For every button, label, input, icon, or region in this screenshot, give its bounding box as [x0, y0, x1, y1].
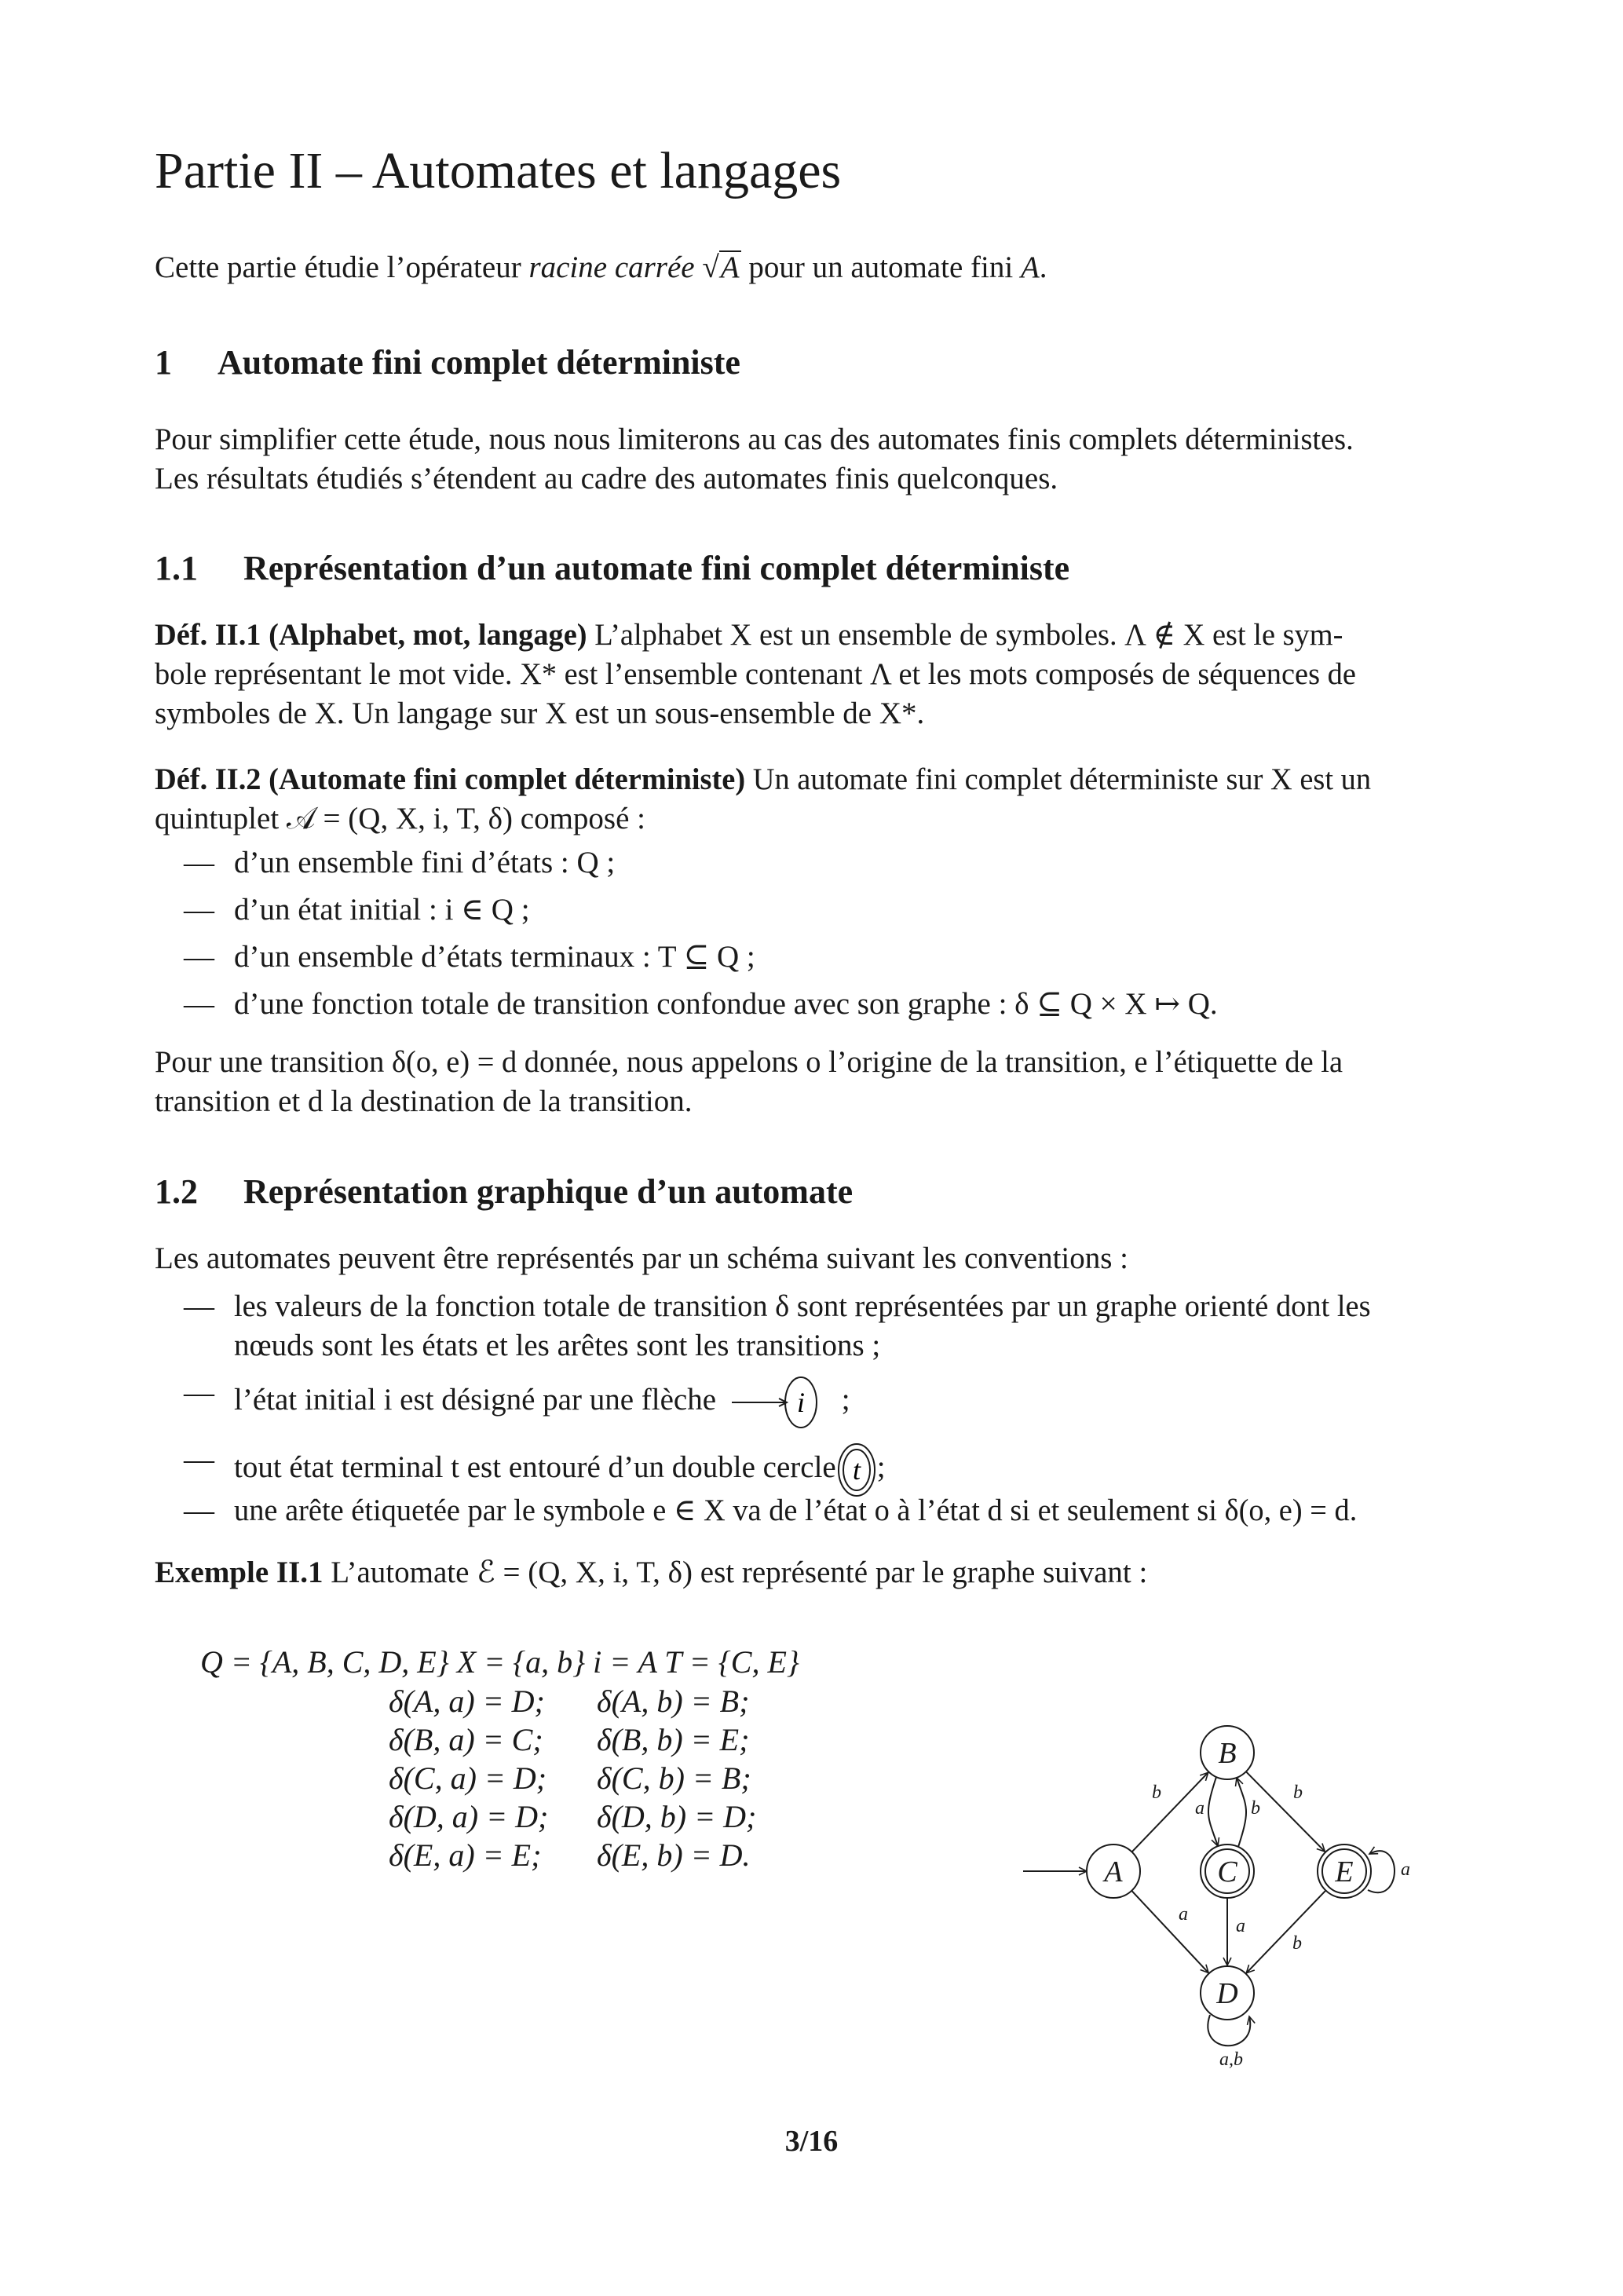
- edge-label: a,b: [1219, 2049, 1243, 2070]
- section-title: Automate fini complet déterministe: [217, 343, 740, 382]
- def-2-bullet-2: d’un état initial : i ∈ Q ;: [234, 893, 530, 927]
- def-1-text: L’alphabet X est un ensemble de symboles. Λ ∉ X est le sym-: [587, 618, 1343, 652]
- transition-row: δ(B, b) = E;: [597, 1722, 750, 1757]
- semicolon: ;: [841, 1382, 850, 1417]
- bullet-dash: —: [184, 940, 214, 974]
- transition-row: δ(A, a) = D;: [389, 1684, 545, 1719]
- initial-state-symbol: [724, 1375, 842, 1430]
- transition-edge: [1237, 1778, 1246, 1847]
- convention-bullet-3: [234, 1442, 886, 1498]
- transition-edge: [1246, 1891, 1325, 1973]
- convention-bullet-1-cont: nœuds sont les états et les arêtes sont les transitions ;: [234, 1329, 881, 1362]
- transition-row: δ(D, b) = D;: [597, 1799, 757, 1834]
- automaton-definition: Q = {A, B, C, D, E} X = {a, b} i = A T = {C, E}: [200, 1644, 799, 1680]
- state-label: B: [1218, 1737, 1237, 1770]
- convention-text: l’état initial i est désigné par une flèche: [234, 1382, 717, 1417]
- def-1-line-2: bole représentant le mot vide. X* est l’ensemble contenant Λ et les mots composés de séquences de: [155, 657, 1356, 691]
- transition-para-line-1: Pour une transition δ(o, e) = d donnée, nous appelons o l’origine de la transition, e l’étiquette de la: [155, 1045, 1343, 1079]
- edge-label: b: [1152, 1782, 1161, 1803]
- state-label: C: [1217, 1855, 1237, 1888]
- terminal-state-label: t: [852, 1454, 861, 1486]
- bullet-dash: —: [184, 987, 214, 1021]
- edge-label: a: [1236, 1916, 1245, 1936]
- transition-row: δ(E, a) = E;: [389, 1837, 542, 1873]
- convention-text: tout état terminal t est entouré d’un double cercle: [234, 1450, 836, 1484]
- transition-row: δ(C, b) = B;: [597, 1760, 751, 1796]
- convention-bullet-4: une arête étiquetée par le symbole e ∈ X va de l’état o à l’état d si et seulement si δ(o, e) = d.: [234, 1493, 1358, 1527]
- bullet-dash: —: [184, 846, 214, 879]
- intro-emphasis: racine carrée: [528, 250, 695, 284]
- edge-label: a: [1195, 1798, 1204, 1819]
- self-loop-edge: [1368, 1851, 1395, 1892]
- bullet-dash: —: [184, 1493, 214, 1527]
- terminal-state-symbol: [836, 1442, 877, 1498]
- bullet-dash: —: [184, 893, 214, 927]
- section-number: 1.2: [155, 1172, 198, 1211]
- transition-row: δ(C, a) = D;: [389, 1760, 547, 1796]
- section-number: 1: [155, 343, 172, 382]
- intro-paragraph: Cette partie étudie l’opérateur racine carrée √A pour un automate fini A.: [155, 250, 1047, 284]
- section-title: Représentation d’un automate fini complet déterministe: [243, 549, 1070, 587]
- section-1-2-intro: Les automates peuvent être représentés par un schéma suivant les conventions :: [155, 1241, 1129, 1275]
- example-line: [155, 1555, 1147, 1590]
- section-title: Représentation graphique d’un automate: [243, 1172, 854, 1211]
- transition-edge: [1131, 1891, 1208, 1973]
- edge-label: a: [1401, 1859, 1410, 1880]
- transition-row: δ(B, a) = C;: [389, 1722, 543, 1757]
- def-2-bullet-4: d’une fonction totale de transition confondue avec son graphe : δ ⊆ Q × X ↦ Q.: [234, 987, 1218, 1021]
- section-1-heading: [155, 342, 740, 382]
- section-1-1-heading: [155, 548, 1069, 588]
- edge-label: b: [1251, 1798, 1260, 1819]
- section-1-2-heading: [155, 1172, 853, 1212]
- initial-state-label: i: [796, 1387, 805, 1418]
- section-number: 1.1: [155, 549, 198, 587]
- intro-period: .: [1039, 250, 1047, 284]
- transition-edge: [1208, 1777, 1218, 1846]
- section-1-para-line-1: Pour simplifier cette étude, nous nous limiterons au cas des automates finis complets déterministes.: [155, 422, 1354, 456]
- transition-row: δ(A, b) = B;: [597, 1684, 750, 1719]
- def-2-line-1: [155, 762, 1371, 797]
- state-label: D: [1216, 1977, 1238, 2010]
- example-label: Exemple II.1: [155, 1556, 324, 1589]
- example-text: L’automate ℰ = (Q, X, i, T, δ) est représenté par le graphe suivant :: [323, 1556, 1148, 1589]
- page-number: 3/16: [784, 2125, 839, 2158]
- state-label: A: [1104, 1855, 1123, 1888]
- sqrt-argument: A: [720, 250, 740, 284]
- bullet-dash: —: [184, 1289, 214, 1323]
- edge-label: a: [1179, 1904, 1188, 1925]
- transition-row: δ(E, b) = D.: [597, 1837, 751, 1873]
- transition-para-line-2: transition et d la destination de la transition.: [155, 1084, 693, 1118]
- edge-label: b: [1293, 1782, 1303, 1803]
- bullet-dash: —: [184, 1442, 214, 1476]
- def-1-line-3: symboles de X. Un langage sur X est un sous-ensemble de X*.: [155, 696, 925, 730]
- def-2-bullet-3: d’un ensemble d’états terminaux : T ⊆ Q ;: [234, 940, 755, 974]
- page-title: Partie II – Automates et langages: [155, 142, 842, 199]
- bullet-dash: —: [184, 1376, 214, 1409]
- convention-bullet-2: [234, 1375, 850, 1430]
- def-2-text: Un automate fini complet déterministe sur X est un: [745, 762, 1372, 796]
- section-1-para-line-2: Les résultats étudiés s’étendent au cadre des automates finis quelconques.: [155, 462, 1058, 495]
- convention-bullet-1: les valeurs de la fonction totale de transition δ sont représentées par un graphe orienté dont les: [234, 1289, 1371, 1323]
- automaton-symbol: A: [1020, 250, 1040, 284]
- automaton-graph: [1013, 1696, 1453, 2089]
- def-2-label: Déf. II.2 (Automate fini complet déterministe): [155, 762, 746, 796]
- intro-text: Cette partie étudie l’opérateur: [155, 250, 529, 284]
- intro-text-2: pour un automate fini: [740, 250, 1021, 284]
- edge-label: b: [1292, 1933, 1302, 1954]
- state-label: E: [1335, 1855, 1354, 1888]
- semicolon: ;: [876, 1450, 886, 1484]
- def-1-line-1: [155, 617, 1343, 653]
- def-2-line-2: quintuplet 𝒜 = (Q, X, i, T, δ) composé :: [155, 802, 645, 835]
- def-1-label: Déf. II.1 (Alphabet, mot, langage): [155, 618, 587, 652]
- def-2-bullet-1: d’un ensemble fini d’états : Q ;: [234, 846, 616, 879]
- transition-row: δ(D, a) = D;: [389, 1799, 549, 1834]
